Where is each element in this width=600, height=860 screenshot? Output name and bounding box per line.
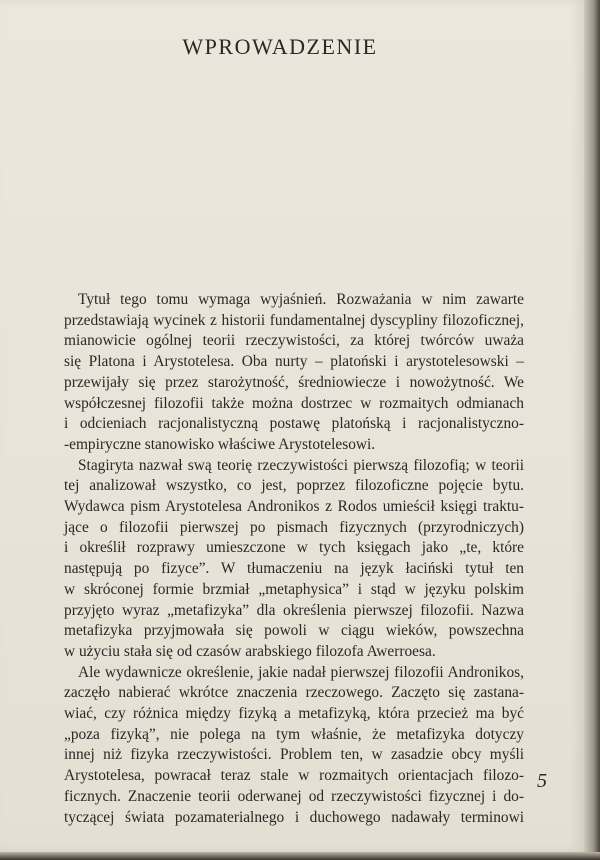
text-line: ficznych. Znaczenie teorii oderwanej od rzeczywistości fizycznej i do- — [64, 787, 524, 805]
text-line: przyjęto wyraz „metafizyka” dla określenia pierwszej filozofii. Nazwa — [64, 601, 524, 619]
text-line: przedstawiają wycinek z historii fundamentalnej dyscypliny filozoficznej, — [64, 311, 524, 329]
body-text — [64, 290, 524, 828]
page-number: 5 — [537, 770, 547, 792]
text-line: i odcieniach racjonalistyczną postawę platońską i racjonalistyczno- — [64, 415, 524, 433]
text-line: w skróconej formie brzmiał „metaphysica” i stąd w języku polskim — [64, 580, 524, 598]
text-line: Tytuł tego tomu wymaga wyjaśnień. Rozważania w nim zawarte — [78, 291, 524, 308]
text-line: Arystotelesa, powracał teraz stale w rozmaitych orientacjach filozo- — [64, 767, 524, 785]
text-line: mianowicie ogólnej teorii rzeczywistości, za której twórców uważa — [64, 332, 524, 350]
text-line: metafizyka przyjmowała się powoli w ciągu wieków, powszechna — [64, 622, 524, 640]
chapter-title: WPROWADZENIE — [182, 34, 378, 59]
text-line: Stagiryta nazwał swą teorię rzeczywistości pierwszą filozofią; w teorii — [78, 456, 524, 474]
text-line: tej analizował wszystko, co jest, poprzez filozoficzne pojęcie bytu. — [64, 477, 524, 495]
text-line: zaczęło nabierać wkrótce znaczenia rzeczowego. Zaczęto się zastana- — [64, 684, 524, 702]
text-line: -empiryczne stanowisko właściwe Arystotelesowi. — [64, 435, 376, 453]
text-line: w użyciu stała się od czasów arabskiego filozofa Awerroesa. — [64, 642, 436, 660]
text-line: innej niż fizyka rzeczywistości. Problem ten, w zasadzie obcy myśli — [64, 746, 524, 764]
text-line: współczesnej filozofii także można dostrzec w rozmaitych odmianach — [64, 394, 524, 412]
text-line: Wydawca pism Arystotelesa Andronikos z Rodos umieścił księgi traktu- — [64, 498, 524, 516]
text-line: jące o filozofii pierwszej po pismach fizycznych (przyrodniczych) — [64, 518, 524, 536]
text-line: przewijały się przez starożytność, średniowiecze i nowożytność. We — [64, 373, 524, 391]
text-line: Ale wydawnicze określenie, jakie nadał pierwszej filozofii Andronikos, — [78, 663, 524, 681]
text-line: i określił rozprawy umieszczone w tych księgach jako „te, które — [64, 539, 524, 557]
page-edge — [584, 0, 600, 860]
text-line: tyczącej świata pozamaterialnego i duchowego nadawały terminowi — [64, 808, 524, 826]
text-line: się Platona i Arystotelesa. Oba nurty – platoński i arystotelesowski – — [64, 353, 524, 371]
text-line: wiać, czy różnica między fizyką a metafizyką, która przecież ma być — [64, 705, 524, 723]
text-line: „poza fizyką”, nie polega na tym właśnie, że metafizyka dotyczy — [64, 725, 524, 743]
page-bottom-edge — [0, 852, 600, 860]
text-line: następują po fizyce”. W tłumaczeniu na język łaciński tytuł ten — [64, 560, 524, 578]
